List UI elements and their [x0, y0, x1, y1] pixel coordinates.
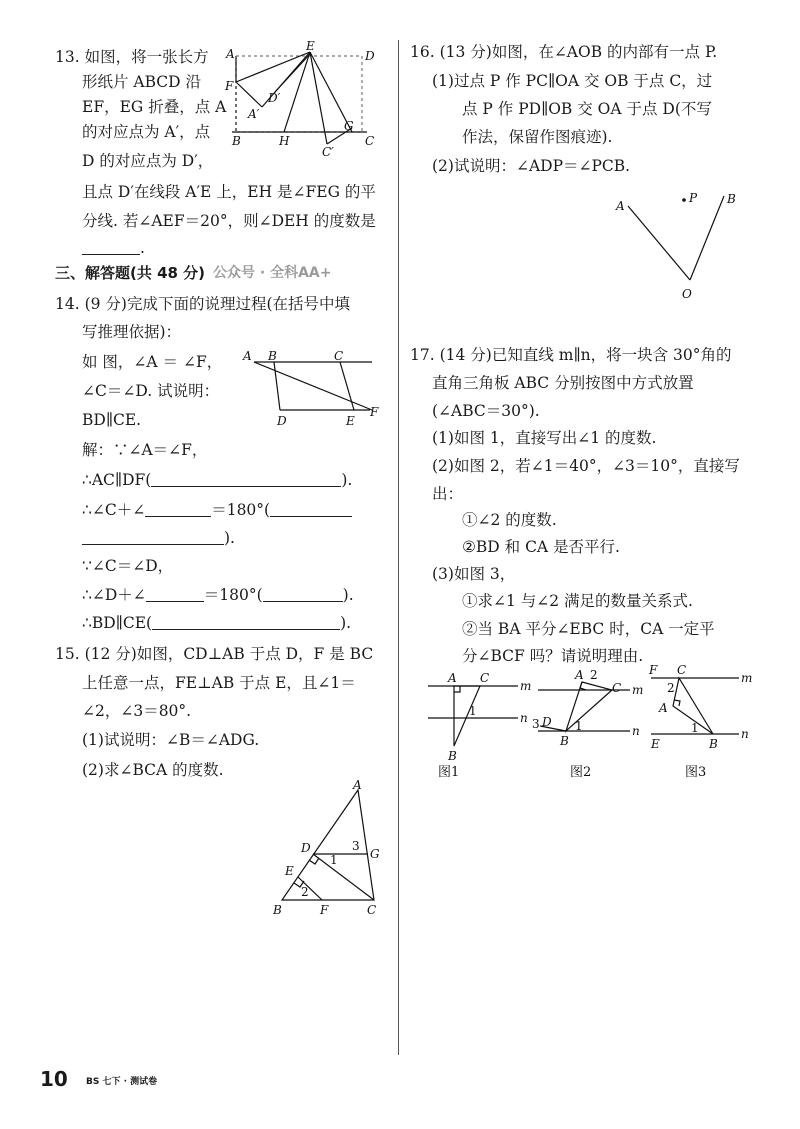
fig3-angle-1: 1	[691, 721, 699, 735]
q14-proof-3: ∴∠C＋∠ ＝180°(	[82, 500, 352, 520]
fig1-label-C: C	[480, 671, 490, 685]
q17-line-6: 出：	[432, 485, 464, 503]
q15-line-2: 上任意一点，FE⊥AB 于点 E，且∠1＝	[82, 674, 356, 692]
q15-label-C: C	[367, 903, 377, 917]
fig3-angle-2: 2	[667, 681, 675, 695]
q17-line-9: (3)如图 3，	[432, 565, 516, 583]
q14-line-5: BD∥CE.	[82, 411, 142, 429]
fig3-label-A: A	[659, 701, 668, 715]
q16-line-1: 16. (13 分)如图，在∠AOB 的内部有一点 P.	[410, 43, 718, 61]
q15-figure	[268, 778, 386, 918]
q13-answer-line: .	[82, 238, 145, 258]
fig1-label-A: A	[448, 671, 457, 685]
q15-line-3: ∠2，∠3＝80°.	[82, 702, 192, 720]
fig2-label-B: B	[560, 734, 569, 748]
q13-answer-blank[interactable]	[82, 239, 140, 255]
q13-line-6: 且点 D′在线段 A′E 上，EH 是∠FEG 的平	[82, 183, 376, 201]
q17-line-1: 17. (14 分)已知直线 m∥n，将一块含 30°角的	[410, 346, 732, 364]
footer-label: BS 七下 · 测试卷	[86, 1077, 158, 1087]
fig3-label-F: F	[649, 663, 658, 677]
q13-label-G: G	[344, 119, 354, 133]
q14-proof-1: 解：∵∠A＝∠F，	[82, 441, 208, 459]
q13-line-1: 13. 如图，将一张长方	[55, 48, 209, 66]
q16-line-4: 作法，保留作图痕迹).	[462, 128, 613, 146]
q13-line-7: 分线. 若∠AEF＝20°，则∠DEH 的度数是	[82, 212, 376, 230]
q14-blank-3[interactable]	[270, 501, 352, 517]
q13-label-C1: C′	[322, 145, 334, 159]
q13-line-3: EF，EG 折叠，点 A	[82, 98, 227, 116]
q13-label-H: H	[279, 134, 290, 148]
q15-label-G: G	[370, 847, 380, 861]
q17-figure-1	[420, 668, 530, 783]
q15-angle-1: 1	[330, 853, 338, 867]
q14-label-A: A	[243, 349, 252, 363]
q14-blank-6[interactable]	[152, 614, 340, 630]
page-number: 10	[40, 1067, 68, 1091]
q13-line-4: 的对应点为 A′，点	[82, 123, 211, 141]
q15-line-5: (2)求∠BCA 的度数.	[82, 761, 224, 779]
q17-figure-2	[530, 668, 645, 783]
q17-line-3: (∠ABC＝30°).	[432, 402, 540, 420]
fig2-caption: 图2	[570, 765, 592, 780]
fig2-label-D: D	[542, 715, 552, 729]
q14-blank-3-cont[interactable]	[82, 529, 224, 545]
q14-proof-6: ∴∠D＋∠ ＝180°( ).	[82, 586, 354, 604]
fig2-label-C: C	[612, 681, 622, 695]
q17-line-12: 分∠BCF 吗？请说明理由.	[462, 647, 644, 665]
q15-label-B: B	[273, 903, 282, 917]
q14-blank-1[interactable]	[151, 471, 341, 487]
q14-line-1: 14. (9 分)完成下面的说理过程(在括号中填	[55, 295, 351, 313]
q15-label-D: D	[301, 841, 311, 855]
q15-line-4: (1)试说明：∠B＝∠ADG.	[82, 731, 260, 749]
q13-label-A1: A′	[248, 107, 260, 121]
fig1-label-B: B	[448, 749, 457, 763]
q15-label-A: A	[353, 778, 362, 792]
q14-label-D: D	[277, 414, 287, 428]
q14-label-B: B	[268, 349, 277, 363]
fig2-angle-1: 1	[575, 719, 583, 733]
q14-label-C: C	[334, 349, 344, 363]
q13-label-B: B	[232, 134, 241, 148]
q14-proof-4: ).	[82, 528, 235, 548]
q17-figure-3	[645, 662, 755, 782]
q16-line-3: 点 P 作 PD∥OB 交 OA 于点 D(不写	[462, 100, 712, 118]
fig1-label-n: n	[520, 711, 528, 725]
q14-blank-5[interactable]	[263, 586, 343, 602]
q13-label-D1: D′	[268, 91, 281, 105]
q16-figure	[610, 188, 750, 303]
q14-line-3: 如 图，∠A ＝ ∠F，	[82, 353, 223, 371]
q14-proof-7: ∴BD∥CE( ).	[82, 614, 352, 632]
fig3-label-E: E	[651, 737, 660, 751]
q14-proof-2: ∴AC∥DF( ).	[82, 471, 353, 489]
q17-line-2: 直角三角板 ABC 分别按图中方式放置	[432, 374, 694, 392]
q13-line-5: D 的对应点为 D′，	[82, 152, 214, 170]
q13-label-F: F	[225, 79, 234, 93]
q17-line-11: ②当 BA 平分∠EBC 时，CA 一定平	[462, 620, 715, 638]
column-divider	[398, 40, 399, 1055]
q13-label-C: C	[365, 134, 375, 148]
q15-label-E: E	[285, 864, 294, 878]
q14-blank-2[interactable]	[145, 501, 211, 517]
q15-line-1: 15. (12 分)如图，CD⊥AB 于点 D，F 是 BC	[55, 645, 374, 663]
watermark-text: 公众号 · 全科AA+	[213, 265, 332, 281]
fig3-label-n: n	[741, 727, 749, 741]
q17-line-8: ②BD 和 CA 是否平行.	[462, 538, 620, 556]
fig2-label-A: A	[575, 668, 584, 682]
q15-label-F: F	[320, 903, 329, 917]
q16-label-B: B	[727, 192, 736, 206]
q14-blank-4[interactable]	[146, 586, 204, 602]
q14-label-F: F	[370, 405, 379, 419]
q16-line-5: (2)试说明：∠ADP＝∠PCB.	[432, 157, 631, 175]
q16-label-P: P	[689, 191, 698, 205]
fig2-label-m: m	[632, 683, 644, 697]
q13-figure	[222, 39, 382, 160]
q16-label-A: A	[616, 199, 625, 213]
q16-label-O: O	[682, 287, 692, 301]
q13-line-2: 形纸片 ABCD 沿	[82, 73, 202, 91]
fig3-label-B: B	[709, 737, 718, 751]
q14-line-2: 写推理依据)：	[82, 323, 182, 341]
q15-angle-2: 2	[301, 885, 309, 899]
fig2-angle-2: 2	[590, 668, 598, 682]
q14-line-4: ∠C＝∠D. 试说明：	[82, 382, 220, 400]
q17-line-4: (1)如图 1，直接写出∠1 的度数.	[432, 429, 657, 447]
fig3-label-C: C	[677, 663, 687, 677]
q17-line-10: ①求∠1 与∠2 满足的数量关系式.	[462, 592, 693, 610]
q16-line-2: (1)过点 P 作 PC∥OA 交 OB 于点 C，过	[432, 72, 713, 90]
q13-label-A: A	[226, 47, 235, 61]
fig1-caption: 图1	[438, 765, 460, 780]
fig2-label-n: n	[632, 724, 640, 738]
q13-label-D: D	[365, 49, 375, 63]
q14-proof-5: ∵∠C＝∠D，	[82, 557, 174, 575]
q17-line-7: ①∠2 的度数.	[462, 511, 557, 529]
q16-point-P	[682, 198, 686, 202]
q15-angle-3: 3	[352, 839, 360, 853]
q14-figure	[240, 348, 380, 428]
fig3-caption: 图3	[685, 765, 707, 780]
fig2-angle-3: 3	[532, 717, 540, 731]
q14-label-E: E	[346, 414, 355, 428]
section-3-title: 三、解答题(共 48 分)	[55, 264, 206, 282]
fig3-label-m: m	[741, 671, 753, 685]
q13-label-E: E	[306, 39, 315, 53]
q17-line-5: (2)如图 2，若∠1＝40°，∠3＝10°，直接写	[432, 457, 740, 475]
fig1-label-m: m	[520, 679, 532, 693]
fig1-angle-1: 1	[469, 704, 477, 718]
